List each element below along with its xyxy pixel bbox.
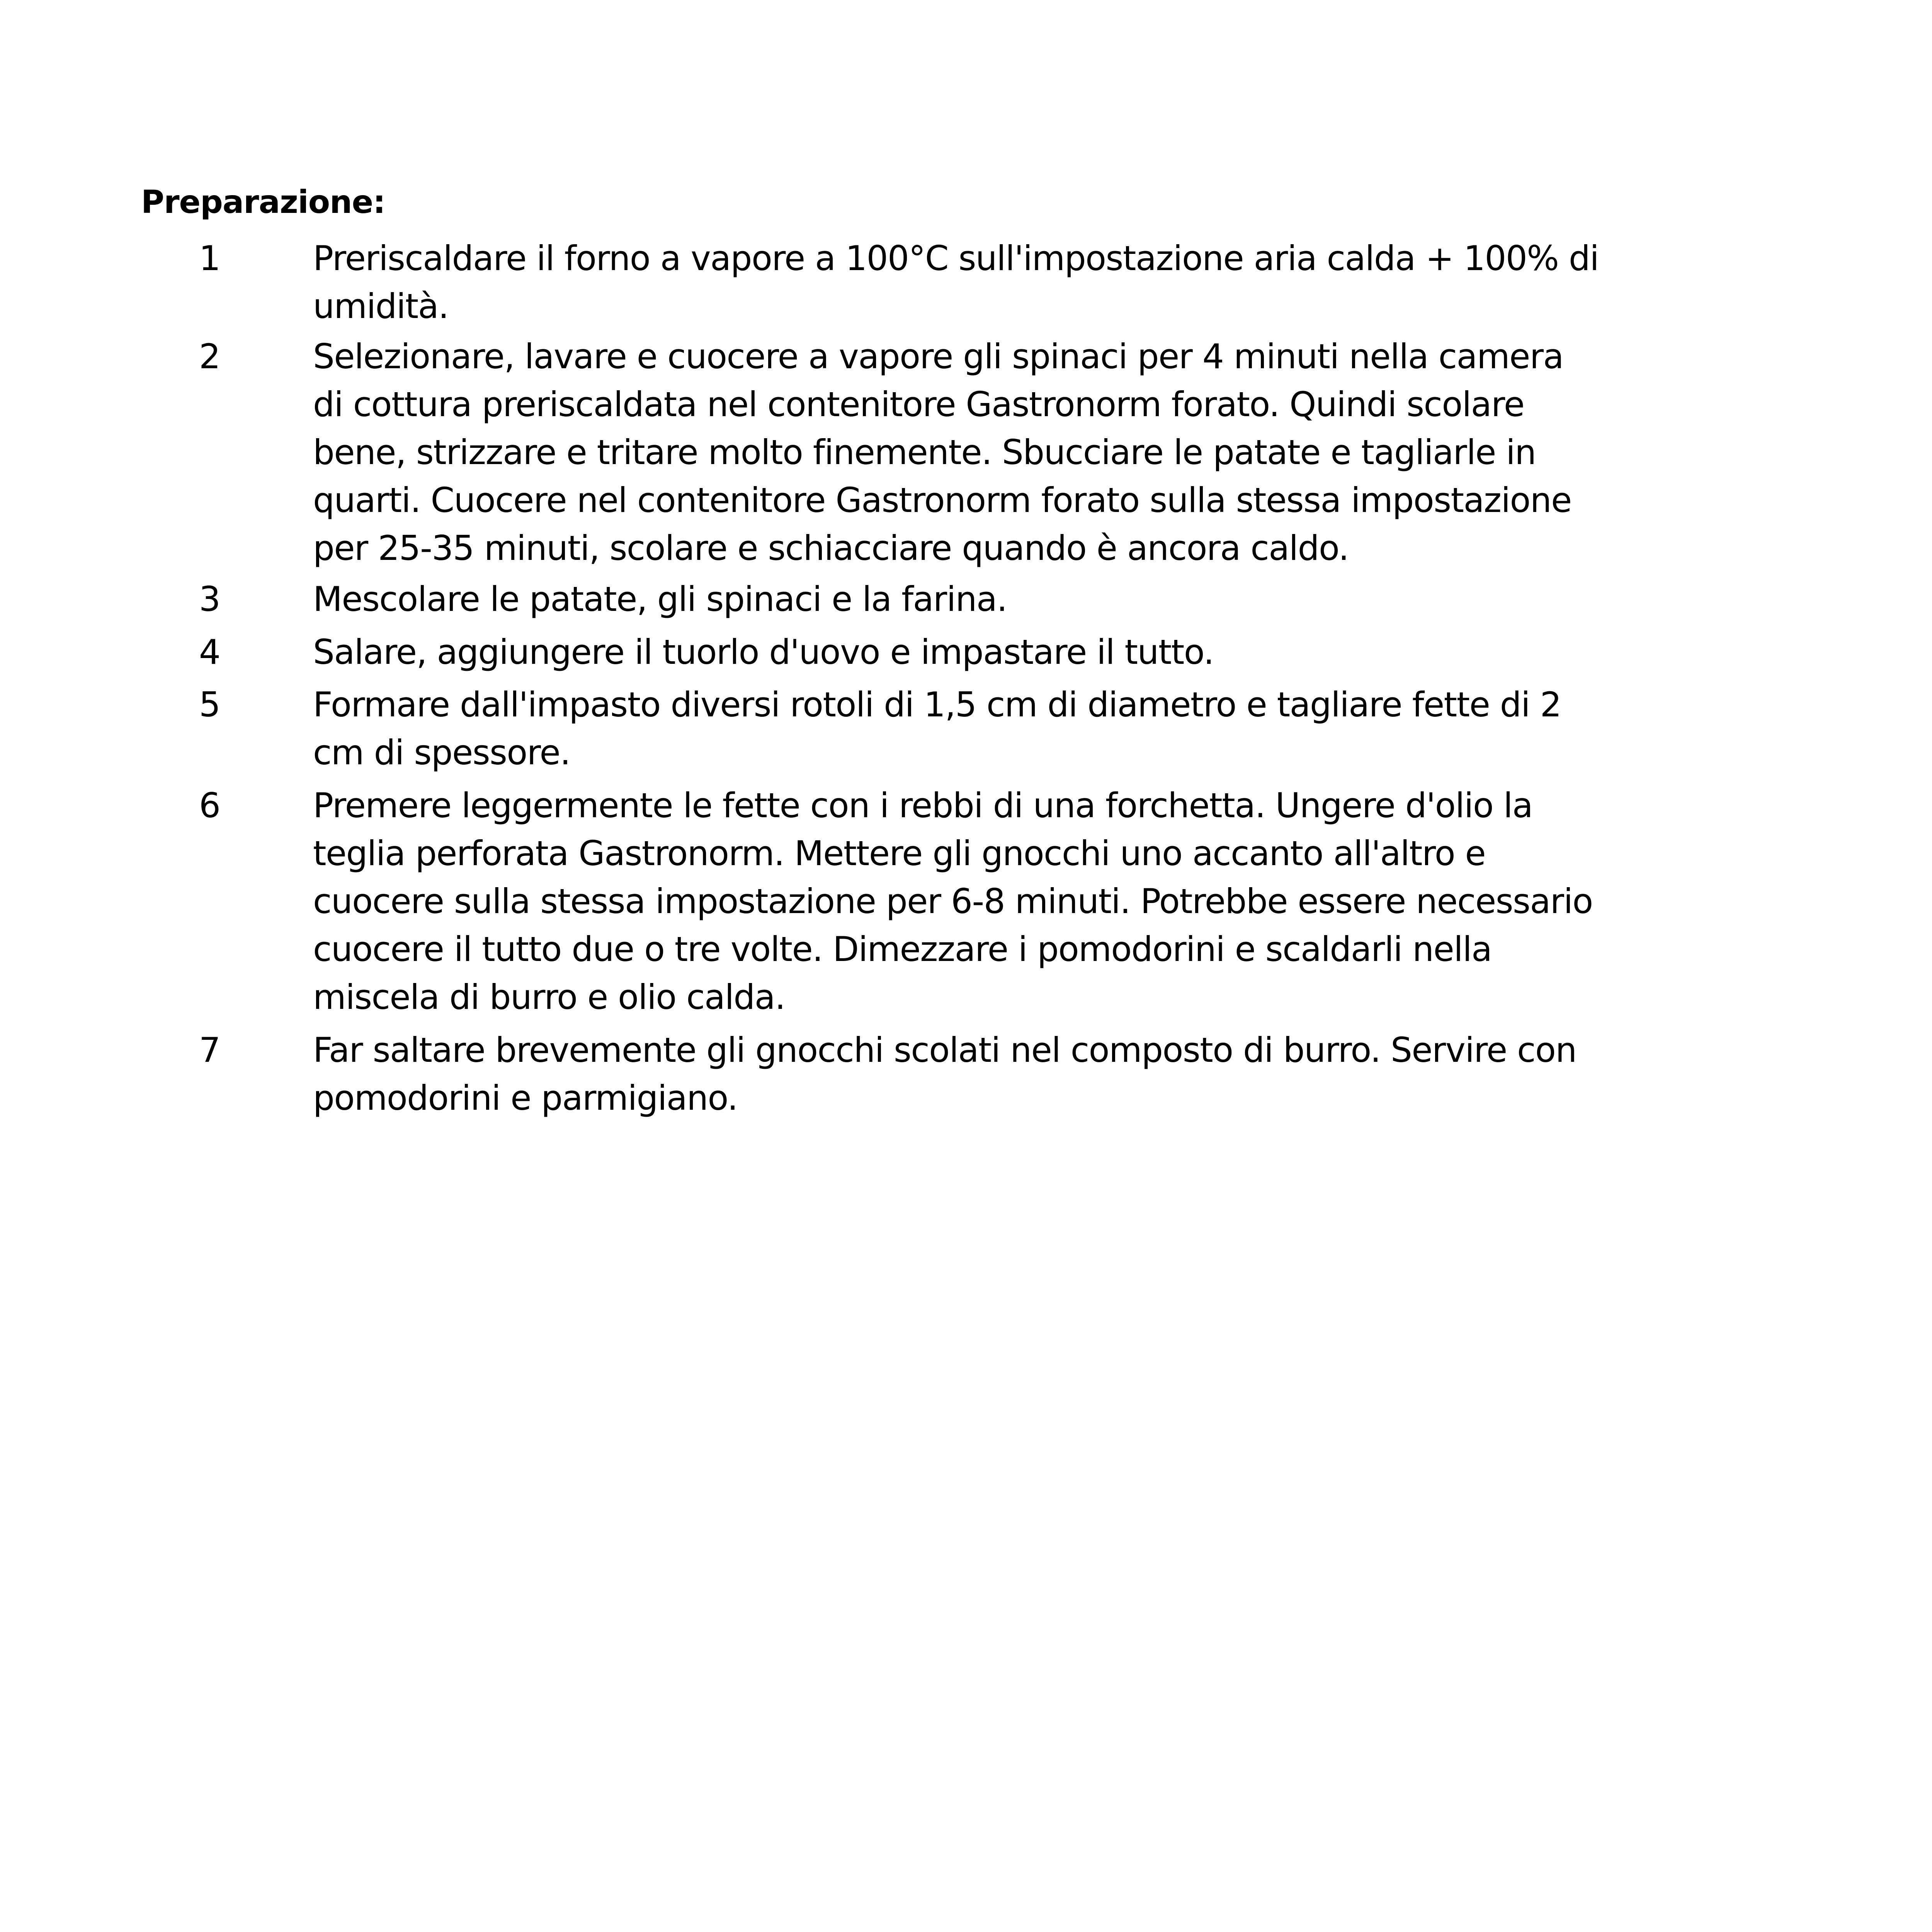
- step-text-line: cm di spessore.: [313, 733, 570, 772]
- step-text: [313, 782, 1781, 1021]
- step-number: 4: [199, 632, 221, 672]
- step-text-line: Premere leggermente le fette con i rebbi di una forchetta. Ungere d'olio la: [313, 786, 1533, 825]
- step-text-line: quarti. Cuocere nel contenitore Gastronorm forato sulla stessa impostazione: [313, 480, 1571, 520]
- step-text-line: miscela di burro e olio calda.: [313, 977, 785, 1017]
- step-text-line: Salare, aggiungere il tuorlo d'uovo e impastare il tutto.: [313, 632, 1214, 672]
- step-text-line: Selezionare, lavare e cuocere a vapore gli spinaci per 4 minuti nella camera: [313, 337, 1563, 376]
- step-text: [313, 681, 1781, 777]
- step-text-line: Far saltare brevemente gli gnocchi scolati nel composto di burro. Servire con: [313, 1030, 1577, 1070]
- step-text: [313, 235, 1781, 330]
- step-text-line: per 25-35 minuti, scolare e schiacciare quando è ancora caldo.: [313, 528, 1349, 568]
- section-heading: Preparazione:: [141, 184, 385, 221]
- step-number: 6: [199, 786, 221, 825]
- step-number: 1: [199, 238, 221, 278]
- step-text-line: Preriscaldare il forno a vapore a 100°C sull'impostazione aria calda + 100% di: [313, 238, 1599, 278]
- step-text-line: pomodorini e parmigiano.: [313, 1078, 738, 1118]
- step-text-line: bene, strizzare e tritare molto finemente. Sbucciare le patate e tagliarle in: [313, 432, 1536, 472]
- step-text-line: umidità.: [313, 286, 449, 326]
- step-text-line: Formare dall'impasto diversi rotoli di 1,5 cm di diametro e tagliare fette di 2: [313, 685, 1561, 724]
- step-text: [313, 333, 1781, 572]
- step-text: [313, 575, 1781, 623]
- step-number: 2: [199, 337, 221, 376]
- step-text-line: Mescolare le patate, gli spinaci e la farina.: [313, 579, 1007, 619]
- step-number: 3: [199, 579, 221, 619]
- step-number: 7: [199, 1030, 221, 1070]
- step-text: [313, 628, 1781, 676]
- step-text-line: cuocere sulla stessa impostazione per 6-8 minuti. Potrebbe essere necessario: [313, 881, 1593, 921]
- step-text: [313, 1026, 1781, 1122]
- step-text-line: cuocere il tutto due o tre volte. Dimezzare i pomodorini e scaldarli nella: [313, 929, 1492, 969]
- step-text-line: di cottura preriscaldata nel contenitore Gastronorm forato. Quindi scolare: [313, 384, 1524, 424]
- step-text-line: teglia perforata Gastronorm. Mettere gli gnocchi uno accanto all'altro e: [313, 833, 1486, 873]
- step-number: 5: [199, 685, 221, 724]
